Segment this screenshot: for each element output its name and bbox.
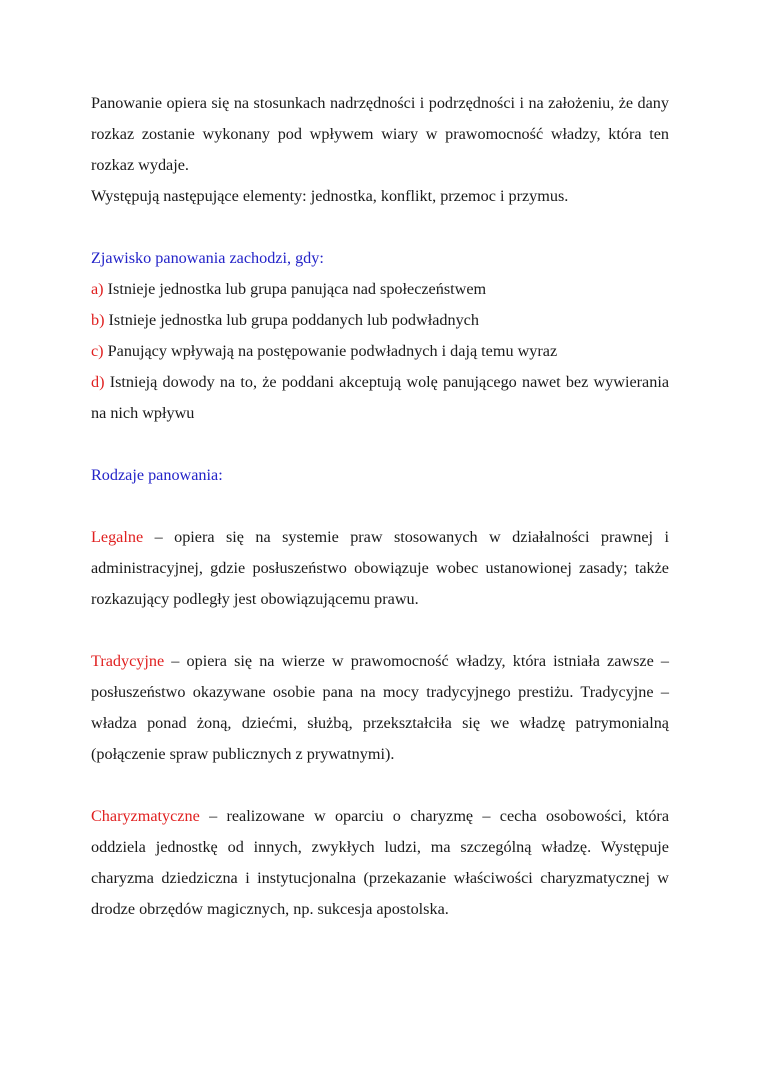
item-text: Istnieją dowody na to, że poddani akceptują wolę panującego nawet bez wywierania na nich wpływu (91, 373, 670, 422)
document-page (91, 88, 669, 925)
item-text: Istnieje jednostka lub grupa poddanych lub podwładnych (108, 311, 479, 329)
type-legal (91, 522, 669, 615)
spacer (91, 770, 669, 801)
item-text: Panujący wpływają na postępowanie podwładnych i dają temu wyraz (107, 342, 558, 360)
type-description: – realizowane w oparciu o charyzmę – cecha osobowości, która oddziela jednostkę od innych, zwykłych ludzi, ma szczególną władzę. Występuje charyzma dziedziczna i instytucjonalna (przekazanie właściwości charyzmatycznej w drodze obrzędów magicznych, np. sukcesja apostolska. (91, 807, 669, 918)
item-marker: b) (91, 311, 105, 329)
conditions-heading: Zjawisko panowania zachodzi, gdy: (91, 249, 324, 267)
type-term: Charyzmatyczne (91, 807, 200, 825)
elements-paragraph: Występują następujące elementy: jednostka, konflikt, przemoc i przymus. (91, 187, 569, 205)
type-term: Legalne (91, 528, 144, 546)
condition-item-a (91, 274, 669, 305)
type-charismatic (91, 801, 669, 925)
spacer (91, 491, 669, 522)
type-traditional (91, 646, 669, 770)
item-text: Istnieje jednostka lub grupa panująca nad społeczeństwem (107, 280, 487, 298)
spacer (91, 429, 669, 460)
spacer (91, 615, 669, 646)
types-heading: Rodzaje panowania: (91, 466, 223, 484)
type-description: – opiera się na systemie praw stosowanych w działalności prawnej i administracyjnej, gdzie posłuszeństwo obowiązuje wobec ustanowionej zasady; także rozkazujący podległy jest obowiązującemu prawu. (91, 528, 669, 608)
type-description: – opiera się na wierze w prawomocność władzy, która istniała zawsze – posłuszeństwo okazywane osobie pana na mocy tradycyjnego prestiżu. Tradycyjne – władza ponad żoną, dziećmi, służbą, przekształciła się we władzę patrymonialną (połączenie spraw publicznych z prywatnymi). (91, 652, 669, 763)
item-marker: c) (91, 342, 104, 360)
condition-item-d (91, 367, 669, 429)
condition-item-c (91, 336, 669, 367)
type-term: Tradycyjne (91, 652, 165, 670)
item-marker: a) (91, 280, 104, 298)
item-marker: d) (91, 373, 105, 391)
intro-paragraph: Panowanie opiera się na stosunkach nadrzędności i podrzędności i na założeniu, że dany rozkaz zostanie wykonany pod wpływem wiary w prawomocność władzy, która ten rozkaz wydaje. (91, 94, 669, 174)
condition-item-b (91, 305, 669, 336)
spacer (91, 212, 669, 243)
